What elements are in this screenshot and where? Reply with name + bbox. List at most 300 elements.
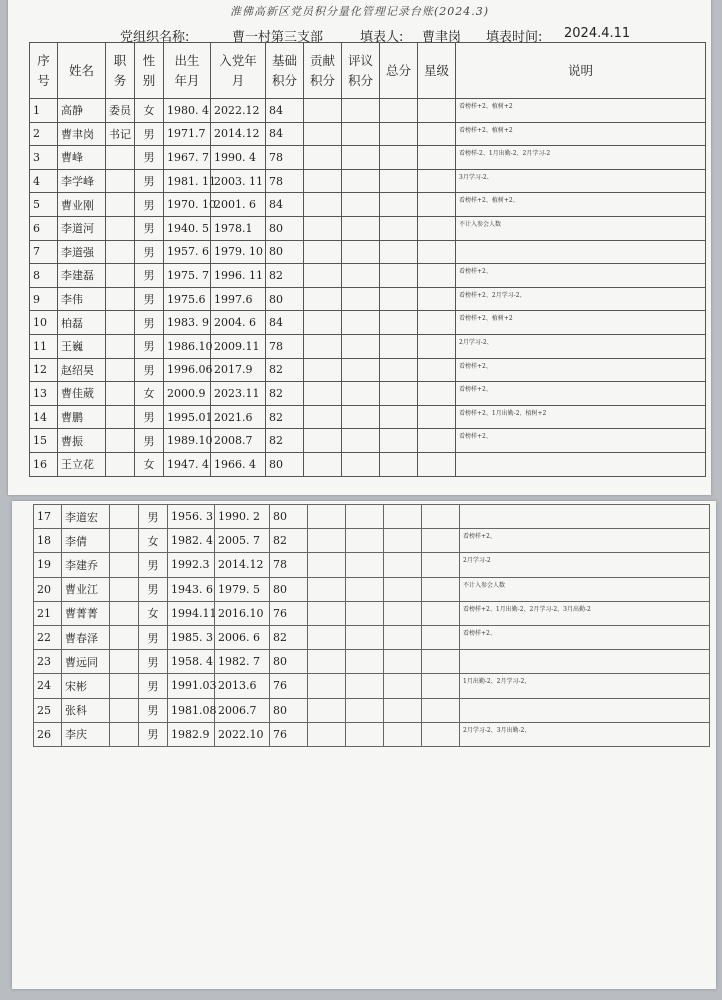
member-sex: 男 <box>139 650 168 674</box>
member-name: 曹鹏 <box>58 405 106 429</box>
join-date: 1978.1 <box>211 216 266 240</box>
review-score <box>342 429 380 453</box>
member-sex: 男 <box>135 216 164 240</box>
member-role: 书记 <box>106 122 135 146</box>
member-role <box>110 722 139 746</box>
member-role <box>106 334 135 358</box>
review-score <box>342 311 380 335</box>
total-score <box>380 99 418 123</box>
col-name-header-line1: 姓名 <box>68 62 94 78</box>
contribution-score <box>304 240 342 264</box>
col-name-header <box>58 43 106 99</box>
member-sex: 男 <box>139 577 168 601</box>
member-name: 李建磊 <box>58 264 106 288</box>
table-row <box>30 264 706 288</box>
base-score: 78 <box>266 334 304 358</box>
base-score: 82 <box>266 382 304 406</box>
birth-date: 1956. 3 <box>168 505 215 529</box>
col-star-header <box>418 43 456 99</box>
join-date: 2013.6 <box>215 674 270 698</box>
member-sex: 男 <box>135 287 164 311</box>
remark <box>460 650 710 674</box>
contribution-score <box>304 311 342 335</box>
star-rating <box>418 122 456 146</box>
remark: 看榜样+2、1月出勤-2、植树+2 <box>456 405 706 429</box>
review-score <box>346 674 384 698</box>
star-rating <box>418 452 456 476</box>
total-score <box>380 311 418 335</box>
contribution-score <box>308 505 346 529</box>
member-role <box>110 553 139 577</box>
member-role <box>106 287 135 311</box>
member-role <box>106 358 135 382</box>
row-number: 23 <box>34 650 62 674</box>
member-name: 李伟 <box>58 287 106 311</box>
contribution-score <box>304 382 342 406</box>
join-date: 2006. 6 <box>215 625 270 649</box>
member-name: 宋彬 <box>62 674 110 698</box>
member-name: 曹聿岗 <box>58 122 106 146</box>
star-rating <box>418 382 456 406</box>
filler-label: 填表人: <box>360 30 404 45</box>
contribution-score <box>304 216 342 240</box>
remark: 看榜样+2、1月出勤-2、2月学习-2、3月出勤-2 <box>460 601 710 625</box>
member-sex: 女 <box>135 99 164 123</box>
member-role <box>110 505 139 529</box>
base-score: 82 <box>266 405 304 429</box>
row-number: 17 <box>34 505 62 529</box>
table-row <box>30 122 706 146</box>
remark: 2月学习-2、 <box>456 334 706 358</box>
total-score <box>384 722 422 746</box>
contribution-score <box>308 577 346 601</box>
member-role <box>106 429 135 453</box>
remark: 3月学习-2、 <box>456 169 706 193</box>
col-base-header-line1: 基础 <box>271 52 297 68</box>
base-score: 80 <box>266 287 304 311</box>
birth-date: 1975.6 <box>164 287 211 311</box>
remark: 看榜样+2、 <box>456 382 706 406</box>
col-sex-header <box>135 43 164 99</box>
table-header-row <box>30 43 706 99</box>
base-score: 82 <box>270 529 308 553</box>
col-note-header <box>456 43 706 99</box>
remark: 看榜样+2、植树+2 <box>456 311 706 335</box>
base-score: 76 <box>270 674 308 698</box>
birth-date: 1991.03 <box>168 674 215 698</box>
col-joined-header-line2: 月 <box>231 72 245 88</box>
total-score <box>384 650 422 674</box>
col-birth-header-line2: 年月 <box>174 72 200 88</box>
member-sex: 男 <box>135 429 164 453</box>
base-score: 78 <box>266 146 304 170</box>
review-score <box>342 216 380 240</box>
col-review-header <box>342 43 380 99</box>
col-joined-header-line1: 入党年 <box>219 52 257 68</box>
review-score <box>346 601 384 625</box>
total-score <box>384 601 422 625</box>
birth-date: 1994.11 <box>168 601 215 625</box>
member-role: 委员 <box>106 99 135 123</box>
member-sex: 男 <box>139 505 168 529</box>
table-row <box>30 216 706 240</box>
table-row <box>30 358 706 382</box>
join-date: 1997.6 <box>211 287 266 311</box>
join-date: 1966. 4 <box>211 452 266 476</box>
birth-date: 1982. 4 <box>168 529 215 553</box>
base-score: 84 <box>266 193 304 217</box>
row-number: 25 <box>34 698 62 722</box>
member-name: 曹佳葳 <box>58 382 106 406</box>
review-score <box>342 264 380 288</box>
star-rating <box>418 99 456 123</box>
table-row <box>30 382 706 406</box>
member-name: 王立花 <box>58 452 106 476</box>
row-number: 20 <box>34 577 62 601</box>
col-sex-header-line2: 别 <box>142 72 156 88</box>
member-role <box>106 169 135 193</box>
remark: 1月出勤-2、2月学习-2、 <box>460 674 710 698</box>
member-role <box>106 452 135 476</box>
bottom-sheet <box>12 501 716 989</box>
star-rating <box>422 722 460 746</box>
member-table-top <box>29 42 706 477</box>
member-name: 柏磊 <box>58 311 106 335</box>
member-name: 曹春泽 <box>62 625 110 649</box>
remark <box>456 452 706 476</box>
member-name: 曹业江 <box>62 577 110 601</box>
star-rating <box>418 287 456 311</box>
total-score <box>380 122 418 146</box>
birth-date: 1995.01 <box>164 405 211 429</box>
col-no-header-line1: 序 <box>37 52 50 68</box>
remark: 看榜样+2、 <box>460 529 710 553</box>
join-date: 1996. 11 <box>211 264 266 288</box>
birth-date: 1980. 4 <box>164 99 211 123</box>
total-score <box>384 529 422 553</box>
contribution-score <box>304 264 342 288</box>
contribution-score <box>308 529 346 553</box>
birth-date: 1967. 7 <box>164 146 211 170</box>
col-contrib-header-line1: 贡献 <box>309 52 335 68</box>
remark: 看榜样+2、 <box>456 264 706 288</box>
table-row <box>34 505 710 529</box>
base-score: 78 <box>270 553 308 577</box>
birth-date: 2000.9 <box>164 382 211 406</box>
review-score <box>342 240 380 264</box>
member-sex: 男 <box>135 311 164 335</box>
base-score: 80 <box>270 505 308 529</box>
member-name: 张科 <box>62 698 110 722</box>
member-name: 李建乔 <box>62 553 110 577</box>
join-date: 1979. 10 <box>211 240 266 264</box>
contribution-score <box>304 146 342 170</box>
join-date: 2014.12 <box>211 122 266 146</box>
member-name: 高静 <box>58 99 106 123</box>
row-number: 6 <box>30 216 58 240</box>
birth-date: 1982.9 <box>168 722 215 746</box>
base-score: 84 <box>266 122 304 146</box>
member-name: 赵绍昊 <box>58 358 106 382</box>
filler-value: 曹聿岗 <box>422 30 462 45</box>
join-date: 2006.7 <box>215 698 270 722</box>
total-score <box>380 358 418 382</box>
date-value: 2024.4.11 <box>564 26 631 41</box>
table-row <box>30 452 706 476</box>
contribution-score <box>304 452 342 476</box>
review-score <box>342 99 380 123</box>
member-sex: 男 <box>139 722 168 746</box>
member-sex: 男 <box>139 674 168 698</box>
birth-date: 1971.7 <box>164 122 211 146</box>
contribution-score <box>308 722 346 746</box>
document-title: 淮佛高新区党员积分量化管理记录台账(2024.3) <box>229 5 490 18</box>
base-score: 76 <box>270 722 308 746</box>
row-number: 2 <box>30 122 58 146</box>
member-sex: 女 <box>135 452 164 476</box>
member-sex: 男 <box>135 334 164 358</box>
remark: 看榜样+2、植树+2 <box>456 99 706 123</box>
star-rating <box>422 601 460 625</box>
review-score <box>342 146 380 170</box>
row-number: 7 <box>30 240 58 264</box>
review-score <box>346 698 384 722</box>
member-role <box>110 529 139 553</box>
row-number: 1 <box>30 99 58 123</box>
contribution-score <box>304 429 342 453</box>
row-number: 22 <box>34 625 62 649</box>
col-role-header-line2: 务 <box>113 72 127 88</box>
remark: 看榜样+2、植树+2 <box>456 122 706 146</box>
review-score <box>342 334 380 358</box>
row-number: 19 <box>34 553 62 577</box>
col-joined-header <box>211 43 266 99</box>
org-label: 党组织名称: <box>120 30 190 45</box>
member-name: 曹振 <box>58 429 106 453</box>
contribution-score <box>308 601 346 625</box>
member-sex: 男 <box>135 122 164 146</box>
review-score <box>342 405 380 429</box>
member-name: 李学峰 <box>58 169 106 193</box>
star-rating <box>418 429 456 453</box>
member-name: 李倩 <box>62 529 110 553</box>
contribution-score <box>304 358 342 382</box>
star-rating <box>422 674 460 698</box>
birth-date: 1947. 4 <box>164 452 211 476</box>
member-sex: 男 <box>135 240 164 264</box>
base-score: 82 <box>266 358 304 382</box>
total-score <box>380 264 418 288</box>
col-note-header-line1: 说明 <box>567 62 593 78</box>
base-score: 76 <box>270 601 308 625</box>
contribution-score <box>308 553 346 577</box>
join-date: 2003. 11 <box>211 169 266 193</box>
member-table-bottom <box>33 504 710 747</box>
join-date: 2017.9 <box>211 358 266 382</box>
member-role <box>106 193 135 217</box>
member-sex: 男 <box>139 553 168 577</box>
review-score <box>342 193 380 217</box>
table-row <box>30 311 706 335</box>
star-rating <box>418 146 456 170</box>
member-role <box>106 240 135 264</box>
row-number: 11 <box>30 334 58 358</box>
row-number: 16 <box>30 452 58 476</box>
member-sex: 男 <box>135 358 164 382</box>
join-date: 1982. 7 <box>215 650 270 674</box>
table-row <box>34 577 710 601</box>
review-score <box>346 553 384 577</box>
star-rating <box>422 577 460 601</box>
star-rating <box>422 625 460 649</box>
star-rating <box>422 650 460 674</box>
total-score <box>380 146 418 170</box>
star-rating <box>418 264 456 288</box>
member-role <box>106 405 135 429</box>
member-name: 曹远同 <box>62 650 110 674</box>
row-number: 13 <box>30 382 58 406</box>
review-score <box>342 358 380 382</box>
table-row <box>34 601 710 625</box>
remark <box>460 698 710 722</box>
member-role <box>110 674 139 698</box>
col-contrib-header <box>304 43 342 99</box>
member-sex: 女 <box>139 529 168 553</box>
total-score <box>380 429 418 453</box>
birth-date: 1975. 7 <box>164 264 211 288</box>
contribution-score <box>304 99 342 123</box>
base-score: 80 <box>266 240 304 264</box>
col-total-header <box>380 43 418 99</box>
member-name: 曹菁菁 <box>62 601 110 625</box>
row-number: 3 <box>30 146 58 170</box>
base-score: 82 <box>266 264 304 288</box>
remark: 看榜样+2、 <box>456 358 706 382</box>
total-score <box>384 674 422 698</box>
contribution-score <box>308 698 346 722</box>
birth-date: 1992.3 <box>168 553 215 577</box>
total-score <box>380 287 418 311</box>
join-date: 2004. 6 <box>211 311 266 335</box>
contribution-score <box>304 405 342 429</box>
member-role <box>106 382 135 406</box>
star-rating <box>418 311 456 335</box>
col-total-header-line1: 总分 <box>385 62 411 78</box>
star-rating <box>418 240 456 264</box>
row-number: 26 <box>34 722 62 746</box>
member-role <box>110 650 139 674</box>
review-score <box>342 122 380 146</box>
col-role-header-line1: 职 <box>113 52 127 68</box>
birth-date: 1983. 9 <box>164 311 211 335</box>
col-review-header-line2: 积分 <box>347 72 373 88</box>
member-role <box>110 698 139 722</box>
member-name: 李道强 <box>58 240 106 264</box>
col-star-header-line1: 星级 <box>423 62 449 78</box>
birth-date: 1981. 11 <box>164 169 211 193</box>
remark: 2月学习-2、3月出勤-2、 <box>460 722 710 746</box>
table-row <box>30 240 706 264</box>
table-row <box>34 650 710 674</box>
birth-date: 1996.06 <box>164 358 211 382</box>
member-role <box>110 625 139 649</box>
total-score <box>380 334 418 358</box>
member-sex: 男 <box>135 405 164 429</box>
contribution-score <box>304 334 342 358</box>
org-value: 曹一村第三支部 <box>232 30 324 45</box>
table-row <box>30 99 706 123</box>
table-row <box>34 698 710 722</box>
review-score <box>346 577 384 601</box>
row-number: 5 <box>30 193 58 217</box>
birth-date: 1981.08 <box>168 698 215 722</box>
review-score <box>342 452 380 476</box>
table-row <box>34 553 710 577</box>
base-score: 80 <box>266 216 304 240</box>
contribution-score <box>308 625 346 649</box>
birth-date: 1957. 6 <box>164 240 211 264</box>
star-rating <box>418 169 456 193</box>
table-row <box>34 625 710 649</box>
remark: 看榜样+2、植树+2、 <box>456 193 706 217</box>
review-score <box>342 287 380 311</box>
remark: 不计入参会人数 <box>456 216 706 240</box>
contribution-score <box>304 122 342 146</box>
join-date: 2022.10 <box>215 722 270 746</box>
join-date: 1990. 2 <box>215 505 270 529</box>
total-score <box>384 577 422 601</box>
total-score <box>384 505 422 529</box>
member-role <box>110 601 139 625</box>
row-number: 24 <box>34 674 62 698</box>
total-score <box>380 193 418 217</box>
birth-date: 1986.10 <box>164 334 211 358</box>
row-number: 12 <box>30 358 58 382</box>
col-base-header <box>266 43 304 99</box>
star-rating <box>418 405 456 429</box>
table-row <box>34 529 710 553</box>
join-date: 2016.10 <box>215 601 270 625</box>
join-date: 2023.11 <box>211 382 266 406</box>
remark <box>460 505 710 529</box>
member-role <box>110 577 139 601</box>
member-sex: 男 <box>135 169 164 193</box>
col-birth-header <box>164 43 211 99</box>
remark: 看榜样+2、 <box>460 625 710 649</box>
member-name: 李道河 <box>58 216 106 240</box>
remark: 看榜样+2、2月学习-2、 <box>456 287 706 311</box>
review-score <box>342 169 380 193</box>
base-score: 82 <box>270 625 308 649</box>
table-row <box>30 429 706 453</box>
member-name: 曹峰 <box>58 146 106 170</box>
join-date: 2005. 7 <box>215 529 270 553</box>
star-rating <box>422 553 460 577</box>
member-name: 李庆 <box>62 722 110 746</box>
member-role <box>106 216 135 240</box>
star-rating <box>418 334 456 358</box>
birth-date: 1940. 5 <box>164 216 211 240</box>
member-sex: 女 <box>135 382 164 406</box>
row-number: 9 <box>30 287 58 311</box>
member-sex: 男 <box>139 625 168 649</box>
member-role <box>106 146 135 170</box>
contribution-score <box>304 169 342 193</box>
member-sex: 男 <box>135 193 164 217</box>
member-name: 曹业刚 <box>58 193 106 217</box>
join-date: 2009.11 <box>211 334 266 358</box>
member-name: 王巍 <box>58 334 106 358</box>
